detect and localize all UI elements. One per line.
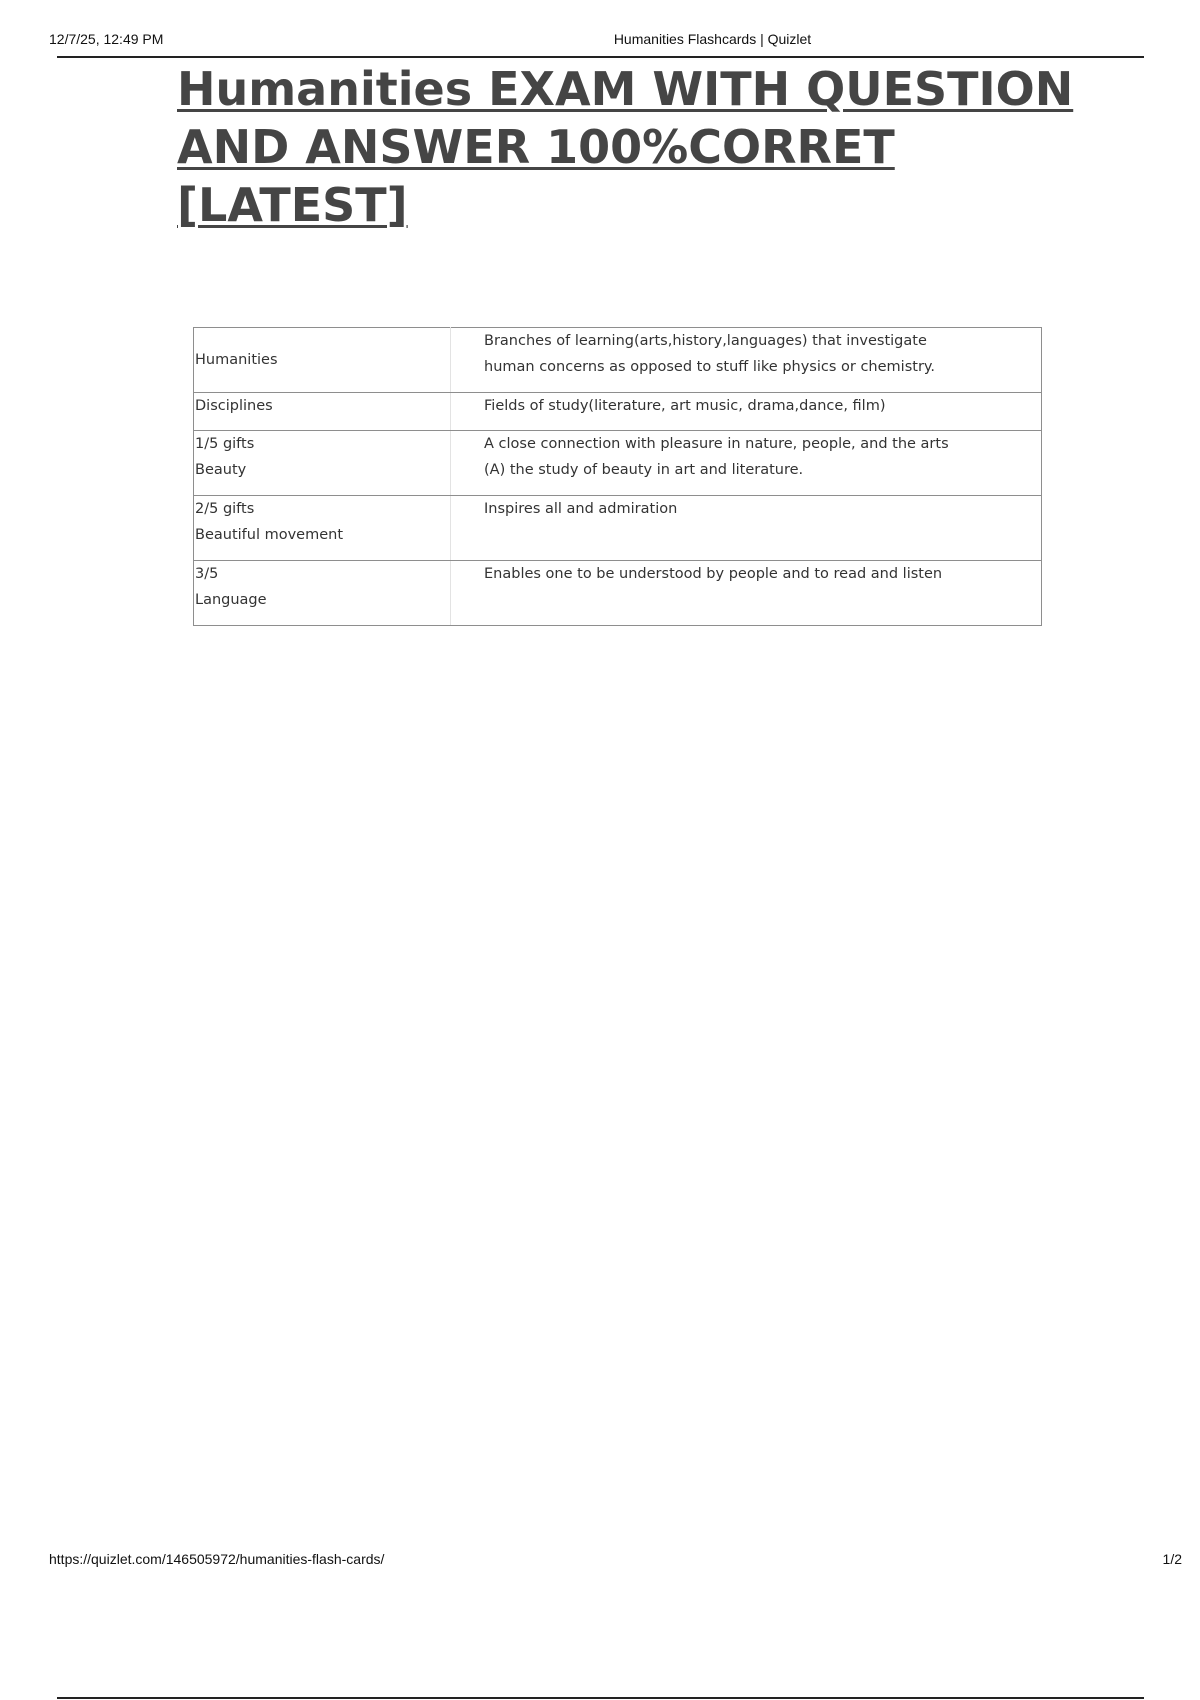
term-line: 1/5 gifts bbox=[195, 436, 255, 452]
flashcard-term bbox=[194, 431, 451, 496]
term-line: Humanities bbox=[195, 352, 278, 368]
document-title-line-1: Humanities EXAM WITH QUESTION bbox=[177, 62, 1074, 116]
flashcard-term bbox=[194, 393, 451, 431]
definition-line: Inspires all and admiration bbox=[484, 501, 678, 517]
definition-line: Enables one to be understood by people and to read and listen bbox=[484, 566, 943, 582]
flashcard-definition bbox=[451, 393, 1042, 431]
flashcard-table bbox=[193, 327, 1042, 626]
header-divider bbox=[57, 56, 1144, 58]
flashcard-row bbox=[194, 496, 1042, 561]
definition-line: Fields of study(literature, art music, drama,dance, film) bbox=[484, 398, 886, 414]
flashcard-definition bbox=[451, 431, 1042, 496]
definition-line: Branches of learning(arts,history,languages) that investigate bbox=[484, 333, 927, 349]
flashcard-definition bbox=[451, 328, 1042, 393]
flashcard-term bbox=[194, 561, 451, 626]
print-footer-url: https://quizlet.com/146505972/humanities-flash-cards/ bbox=[49, 1551, 385, 1567]
definition-line: human concerns as opposed to stuff like physics or chemistry. bbox=[484, 359, 936, 375]
document-title bbox=[177, 60, 1077, 234]
document-title-line-2: AND ANSWER 100%CORRET bbox=[177, 120, 895, 174]
term-line: Disciplines bbox=[195, 398, 273, 414]
print-page-title: Humanities Flashcards | Quizlet bbox=[613, 31, 812, 47]
flashcard-row bbox=[194, 328, 1042, 393]
flashcard-row bbox=[194, 393, 1042, 431]
term-line: 2/5 gifts bbox=[195, 501, 255, 517]
print-datetime: 12/7/25, 12:49 PM bbox=[49, 31, 164, 47]
flashcard-term bbox=[194, 328, 451, 393]
flashcard-term bbox=[194, 496, 451, 561]
flashcard-row bbox=[194, 431, 1042, 496]
term-line: Beautiful movement bbox=[195, 527, 344, 543]
term-line: 3/5 bbox=[195, 566, 219, 582]
print-page-number: 1/2 bbox=[1162, 1551, 1182, 1567]
flashcard-definition bbox=[451, 561, 1042, 626]
term-line: Beauty bbox=[195, 462, 247, 478]
document-title-line-3: [LATEST] bbox=[177, 178, 408, 232]
flashcard-definition bbox=[451, 496, 1042, 561]
footer-divider bbox=[57, 1697, 1144, 1699]
definition-line: (A) the study of beauty in art and literature. bbox=[484, 462, 804, 478]
term-line: Language bbox=[195, 592, 267, 608]
definition-line: A close connection with pleasure in nature, people, and the arts bbox=[484, 436, 949, 452]
flashcard-row bbox=[194, 561, 1042, 626]
